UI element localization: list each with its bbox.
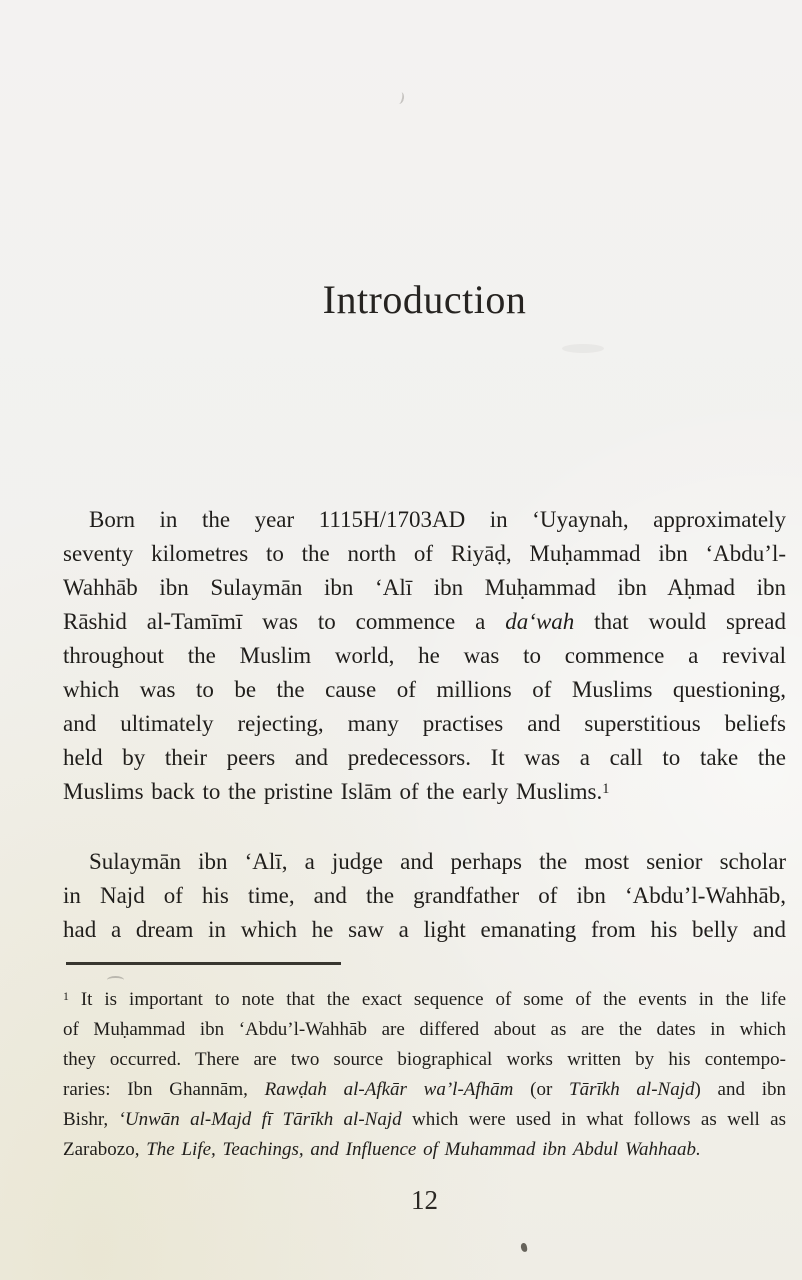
text-line: which was to be the cause of millions of Muslims questioning, — [63, 677, 786, 702]
footnote-separator-rule — [66, 962, 341, 965]
paragraph-2 — [63, 845, 786, 947]
text-line: had a dream in which he saw a light emanating from his belly and — [63, 917, 786, 942]
text-line: and ultimately rejecting, many practises and superstitious beliefs — [63, 711, 786, 736]
text-line: of Muḥammad ibn ‘Abdu’l-Wahhāb are differed about as are the dates in which — [63, 1019, 786, 1040]
paragraph-1 — [63, 503, 786, 809]
text-line: Bishr, ‘Unwān al-Majd fī Tārīkh al-Najd which were used in what follows as well as — [63, 1109, 786, 1130]
scan-artifact-speck — [395, 91, 405, 104]
scan-artifact-squiggle — [107, 976, 124, 984]
page-number: 12 — [411, 1185, 438, 1215]
text-line: they occurred. There are two source biographical works written by his contempo- — [63, 1049, 786, 1070]
scan-artifact-speck — [520, 1243, 527, 1253]
scan-artifact-smudge — [562, 344, 604, 353]
text-line: raries: Ibn Ghannām, Rawḍah al-Afkār wa’l-Afhām (or Tārīkh al-Najd) and ibn — [63, 1079, 787, 1100]
text-line: Rāshid al-Tamīmī was to commence a da‘wah that would spread — [63, 609, 787, 634]
text-line: held by their peers and predecessors. It was a call to take the — [63, 745, 786, 770]
chapter-title: Introduction — [322, 277, 527, 322]
text-line: Wahhāb ibn Sulaymān ibn ‘Alī ibn Muḥammad ibn Aḥmad ibn — [63, 575, 786, 600]
text-line: seventy kilometres to the north of Riyāḍ, Muḥammad ibn ‘Abdu’l- — [63, 541, 786, 566]
text-line: Born in the year 1115H/1703AD in ‘Uyaynah, approximately — [89, 507, 786, 532]
text-line: Sulaymān ibn ‘Alī, a judge and perhaps the most senior scholar — [89, 849, 786, 874]
text-line: throughout the Muslim world, he was to commence a revival — [63, 643, 786, 668]
footnote-1 — [63, 985, 786, 1165]
text-line: Muslims back to the pristine Islām of the early Muslims.$^1$ — [63, 779, 610, 804]
text-line: Zarabozo, The Life, Teachings, and Influence of Muhammad ibn Abdul Wahhaab. — [63, 1139, 701, 1160]
text-line: $^1$ It is important to note that the exact sequence of some of the events in the life — [63, 989, 786, 1010]
text-line: in Najd of his time, and the grandfather of ibn ‘Abdu’l-Wahhāb, — [63, 883, 786, 908]
